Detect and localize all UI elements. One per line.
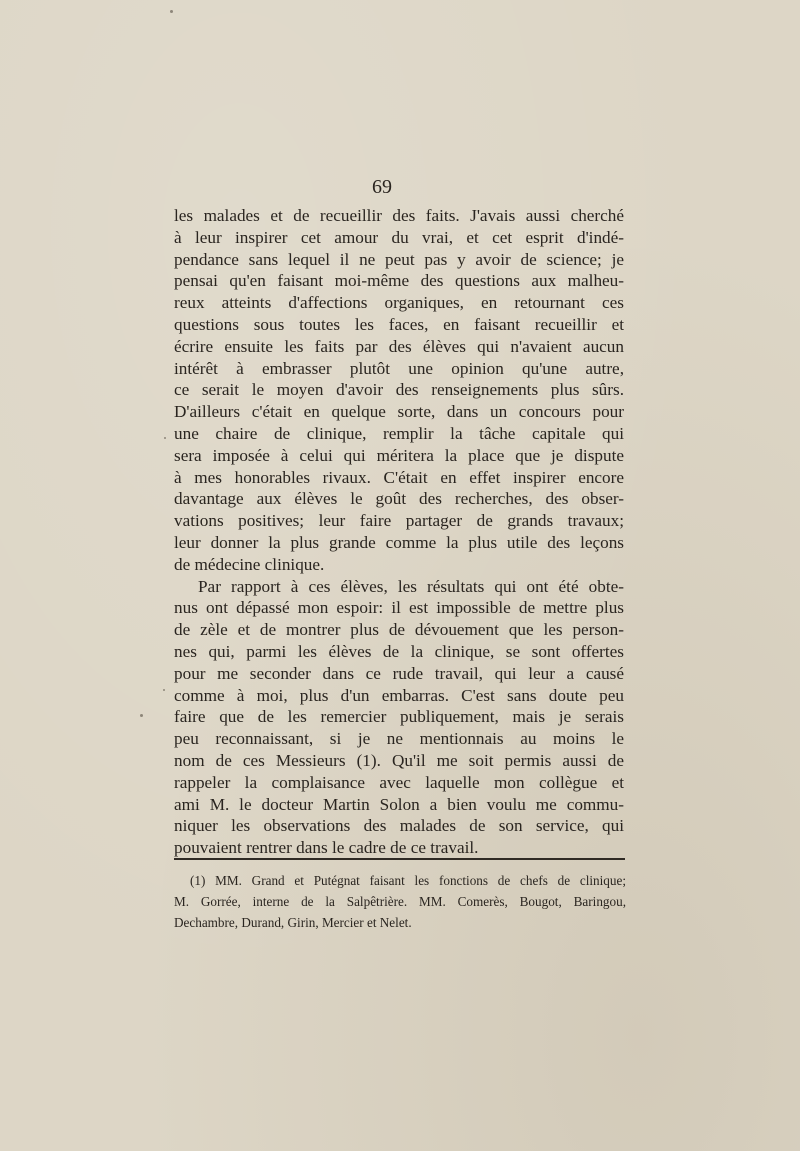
- text-line: leur donner la plus grande comme la plus utile des leçons: [174, 532, 624, 552]
- footnote-line: M. Gorrée, interne de la Salpêtrière. MM. Comerès, Bougot, Baringou,: [174, 894, 626, 909]
- main-text-block: [174, 205, 624, 859]
- text-line: sera imposée à celui qui méritera la place que je dispute: [174, 445, 624, 465]
- text-line: écrire ensuite les faits par des élèves qui n'avaient aucun: [174, 336, 624, 356]
- footnote-line: (1) MM. Grand et Putégnat faisant les fonctions de chefs de clinique;: [190, 873, 626, 888]
- paper-speck: [170, 10, 173, 13]
- text-line: rappeler la complaisance avec laquelle mon collègue et: [174, 772, 624, 792]
- footnote-line: Dechambre, Durand, Girin, Mercier et Nelet.: [174, 915, 412, 930]
- text-line: ami M. le docteur Martin Solon a bien voulu me commu-: [174, 794, 624, 814]
- text-line: pendance sans lequel il ne peut pas y avoir de science; je: [174, 249, 624, 269]
- paper-speck: [140, 714, 143, 717]
- text-line: nes qui, parmi les élèves de la clinique, se sont offertes: [174, 641, 624, 661]
- text-line: questions sous toutes les faces, en faisant recueillir et: [174, 314, 624, 334]
- text-line: nom de ces Messieurs (1). Qu'il me soit permis aussi de: [174, 750, 624, 770]
- paragraph-end-line: de médecine clinique.: [174, 554, 325, 574]
- footnote-divider: [174, 858, 625, 860]
- text-line: une chaire de clinique, remplir la tâche capitale qui: [174, 423, 624, 443]
- text-line: vations positives; leur faire partager de grands travaux;: [174, 511, 624, 531]
- text-line: de zèle et de montrer plus de dévouement que les person-: [174, 620, 624, 640]
- text-line: pensai qu'en faisant moi-même des questions aux malheu-: [174, 271, 624, 291]
- text-line: ce serait le moyen d'avoir des renseignements plus sûrs.: [174, 380, 624, 400]
- text-line: nus ont dépassé mon espoir: il est impossible de mettre plus: [174, 598, 624, 618]
- text-line: niquer les observations des malades de son service, qui: [174, 816, 624, 836]
- paragraph-start-line: Par rapport à ces élèves, les résultats qui ont été obte-: [198, 576, 624, 596]
- text-line: reux atteints d'affections organiques, en retournant ces: [174, 293, 624, 313]
- text-line: à leur inspirer cet amour du vrai, et cet esprit d'indé-: [174, 227, 624, 247]
- text-line: davantage aux élèves le goût des recherches, des obser-: [174, 489, 624, 509]
- text-line: comme à moi, plus d'un embarras. C'est sans doute peu: [174, 685, 624, 705]
- page-number: 69: [372, 176, 392, 198]
- text-line: pour me seconder dans ce rude travail, qui leur a causé: [174, 663, 624, 683]
- text-line: intérêt à embrasser plutôt une opinion qu'une autre,: [174, 358, 624, 378]
- text-line: à mes honorables rivaux. C'était en effet inspirer encore: [174, 467, 624, 487]
- paper-speck: [164, 437, 166, 439]
- text-line: D'ailleurs c'était en quelque sorte, dans un concours pour: [174, 402, 624, 422]
- paper-speck: [163, 689, 165, 691]
- text-line: peu reconnaissant, si je ne mentionnais au moins le: [174, 729, 624, 749]
- text-line: les malades et de recueillir des faits. J'avais aussi cherché: [174, 206, 624, 225]
- text-line: faire que de les remercier publiquement, mais je serais: [174, 707, 624, 727]
- paragraph-end-line: pouvaient rentrer dans le cadre de ce travail.: [174, 838, 479, 858]
- footnote-block: [174, 870, 626, 933]
